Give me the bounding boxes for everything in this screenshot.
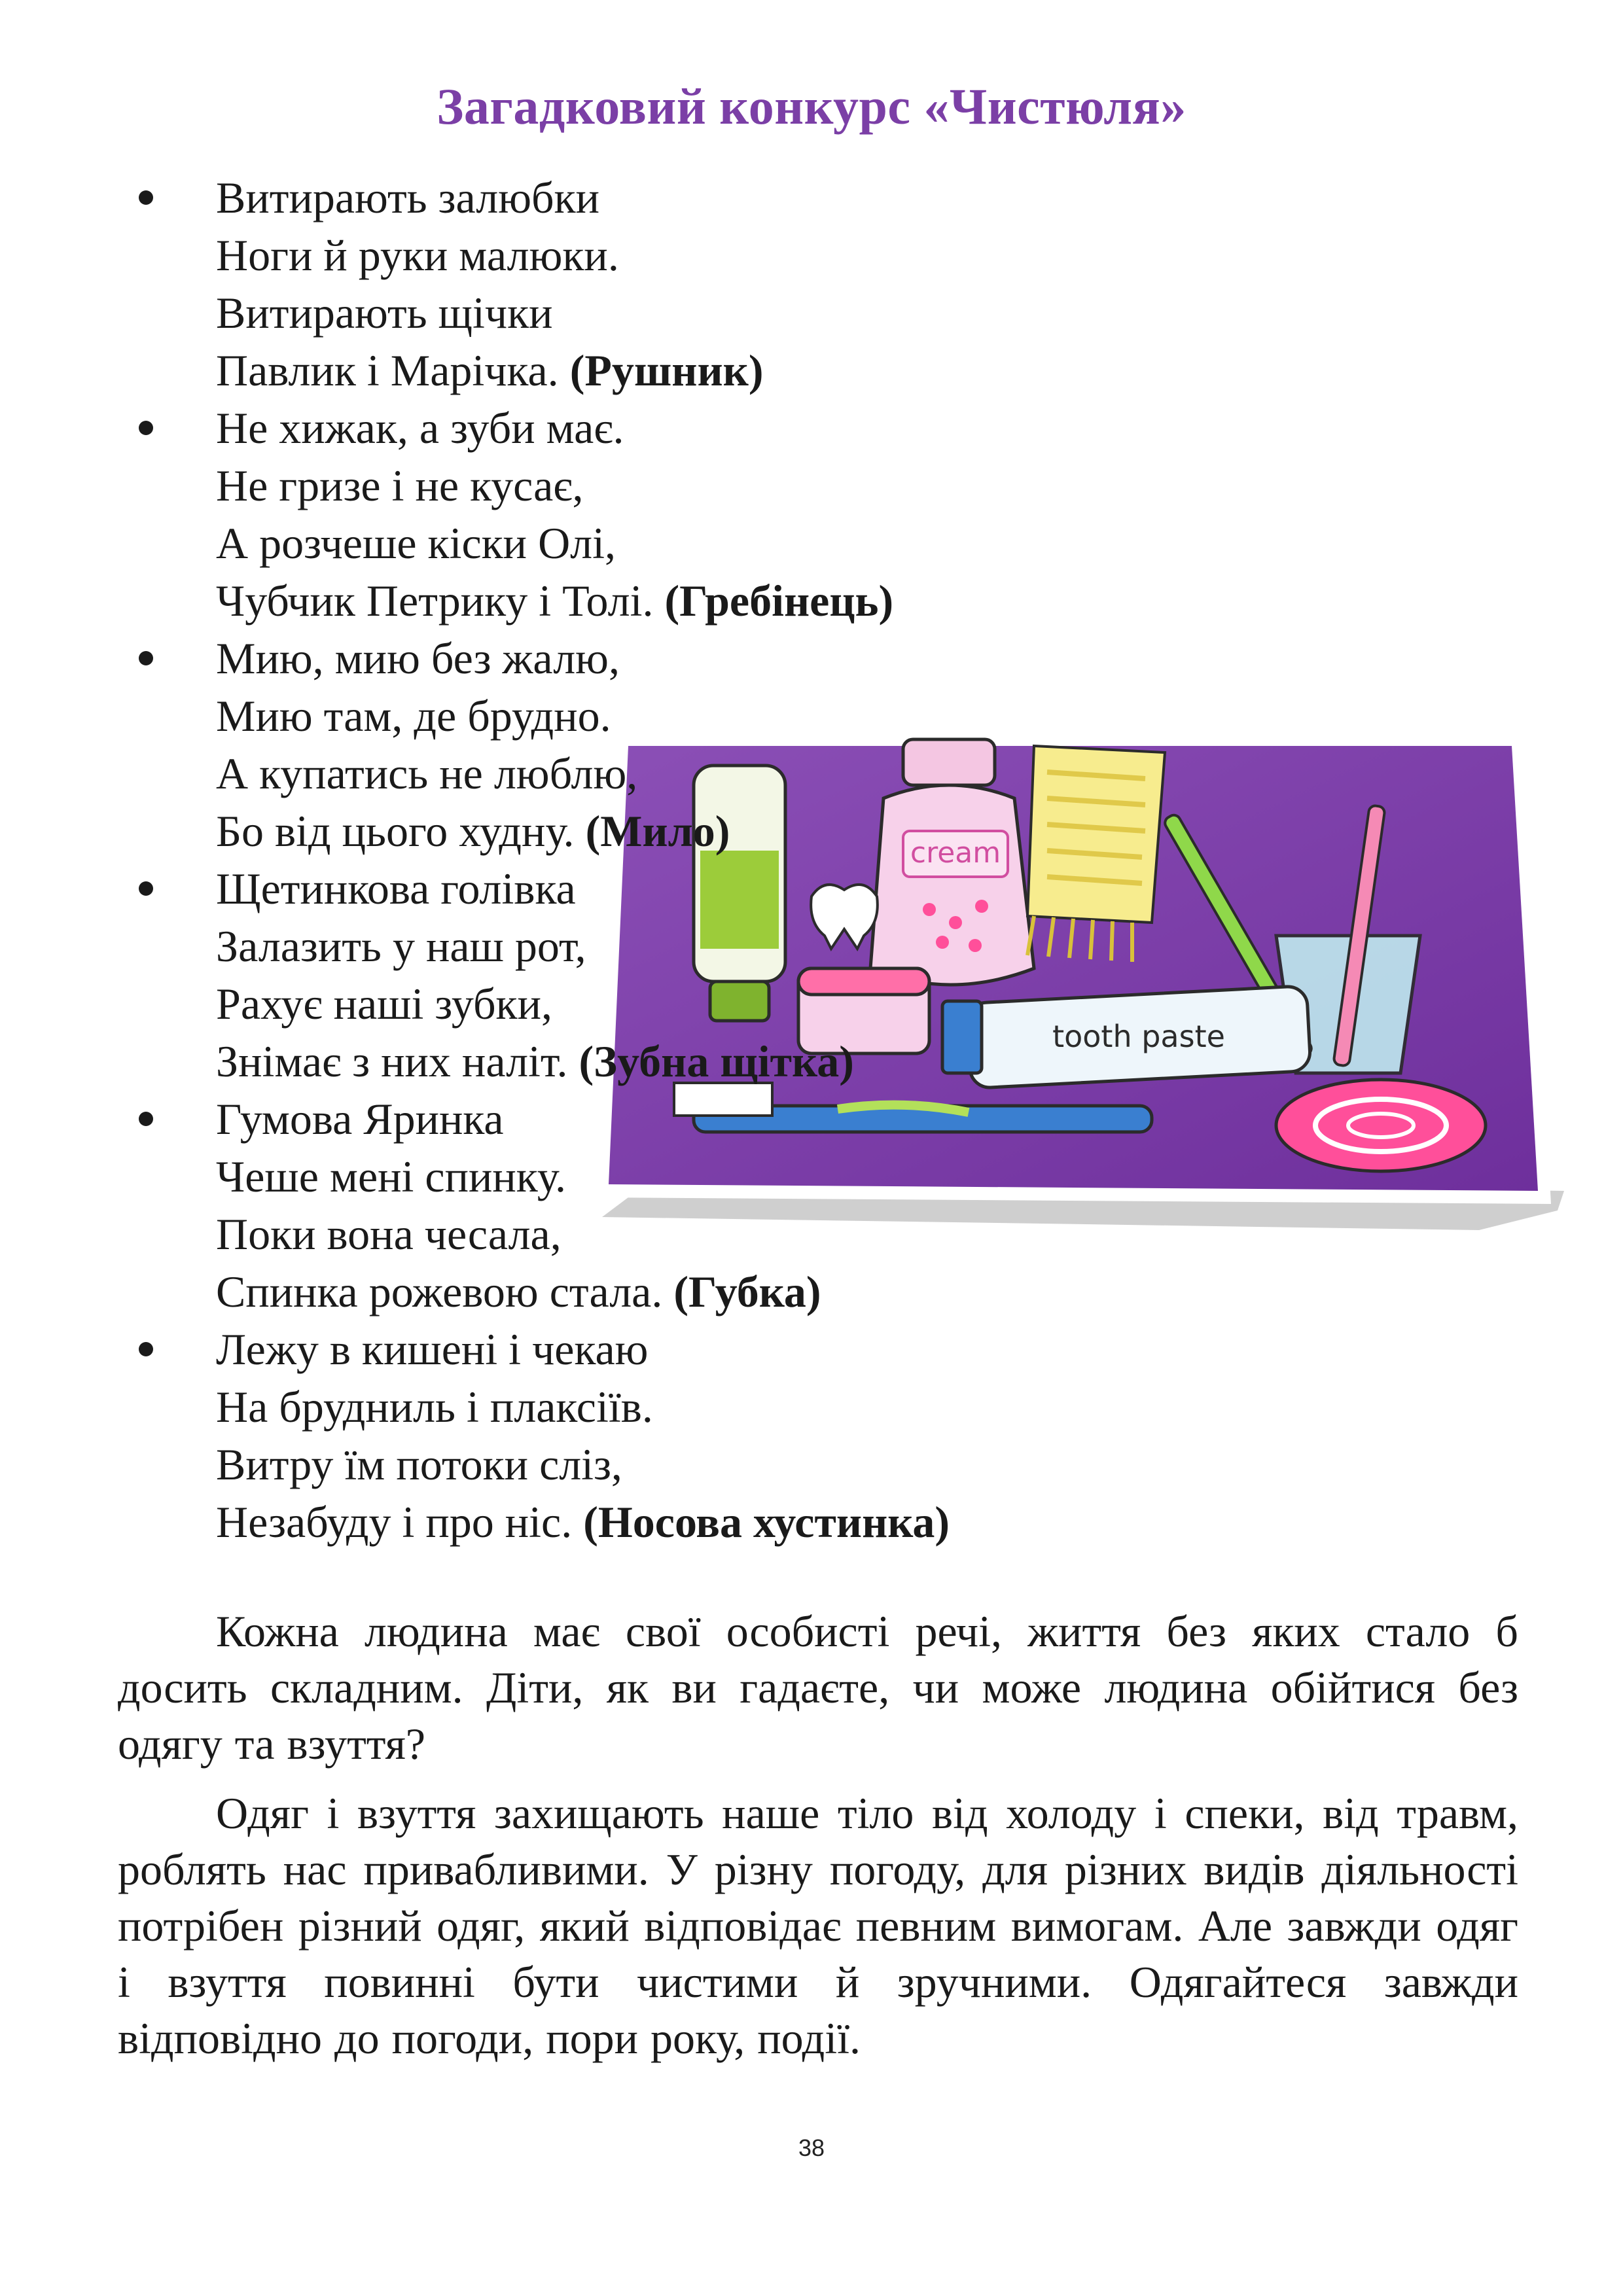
page-number: 38	[798, 2134, 825, 2161]
svg-text:tooth paste: tooth paste	[1052, 1019, 1225, 1054]
bullet-icon	[139, 1112, 153, 1126]
bullet-icon	[139, 651, 153, 665]
riddle-answer: (Гребінець)	[664, 576, 894, 626]
riddle-line: Чеше мені спинку.	[216, 1152, 567, 1201]
riddle-line: А купатись не люблю,	[216, 749, 638, 798]
svg-text:cream: cream	[910, 836, 1001, 870]
riddle-line-last: Знімає з них наліт. (Зубна щітка)	[216, 1036, 854, 1086]
riddle-line-last: Спинка рожевою стала. (Губка)	[216, 1267, 821, 1316]
paragraph: Кожна людина має свої особисті речі, життя без яких стало б досить складним. Діти, як ви гадаєте, чи може людина обійтися без одягу та взуття?	[118, 1606, 1518, 1769]
riddle-line: Лежу в кишені і чекаю	[216, 1324, 649, 1374]
riddle-item	[0, 629, 1623, 860]
riddle-list	[0, 169, 1623, 1551]
bullet-icon	[139, 1342, 153, 1356]
riddle-answer: (Зубна щітка)	[579, 1036, 854, 1086]
riddle-answer: (Носова хустинка)	[583, 1497, 950, 1547]
riddle-answer: (Рушник)	[569, 345, 764, 395]
page-title: Загадковий конкурс «Чистюля»	[437, 78, 1186, 135]
body-text	[118, 1603, 1518, 2079]
riddle-item	[0, 860, 1623, 1090]
riddle-line-last: Незабуду і про ніс. (Носова хустинка)	[216, 1497, 950, 1547]
riddle-line: Залазить у наш рот,	[216, 921, 586, 971]
riddle-item	[0, 169, 1623, 399]
riddle-line-last: Павлик і Марічка. (Рушник)	[216, 345, 764, 395]
riddle-line-last: Бо від цього худну. (Мило)	[216, 806, 730, 856]
riddle-line: Рахує наші зубки,	[216, 979, 552, 1029]
riddle-line: Мию, мию без жалю,	[216, 633, 620, 683]
riddle-item	[0, 1090, 1623, 1320]
riddle-line: Мию там, де брудно.	[216, 691, 611, 741]
riddle-line: Не хижак, а зуби має.	[216, 403, 624, 453]
riddle-line: А розчеше кіски Олі,	[216, 518, 616, 568]
paragraph: Одяг і взуття захищають наше тіло від холоду і спеки, від травм, роблять нас привабливими. У різну погоду, для різних видів діяльності потрібен різний одяг, який відповідає певним вимогам. Але завжди одяг і взуття повинні бути чистими й зручними. Одягайтеся завжди відповідно до погоди, пори року, події.	[118, 1788, 1518, 2063]
riddle-line: Витирають щічки	[216, 288, 553, 338]
riddle-line: На брудниль і плаксіїв.	[216, 1382, 653, 1432]
bullet-icon	[139, 881, 153, 896]
riddle-answer: (Губка)	[673, 1267, 821, 1316]
bullet-icon	[139, 421, 153, 435]
riddle-answer: (Мило)	[585, 806, 730, 856]
riddle-line: Не гризе і не кусає,	[216, 461, 584, 510]
riddle-line: Витру їм потоки сліз,	[216, 1439, 622, 1489]
riddle-item	[0, 399, 1623, 629]
riddle-line-last: Чубчик Петрику і Толі. (Гребінець)	[216, 576, 894, 626]
riddle-item	[0, 1320, 1623, 1551]
riddle-line: Поки вона чесала,	[216, 1209, 562, 1259]
riddle-line: Ноги й руки малюки.	[216, 230, 619, 280]
riddle-line: Щетинкова голівка	[216, 864, 576, 913]
riddle-line: Витирають залюбки	[216, 173, 600, 222]
bullet-icon	[139, 190, 153, 205]
riddle-line: Гумова Яринка	[216, 1094, 504, 1144]
